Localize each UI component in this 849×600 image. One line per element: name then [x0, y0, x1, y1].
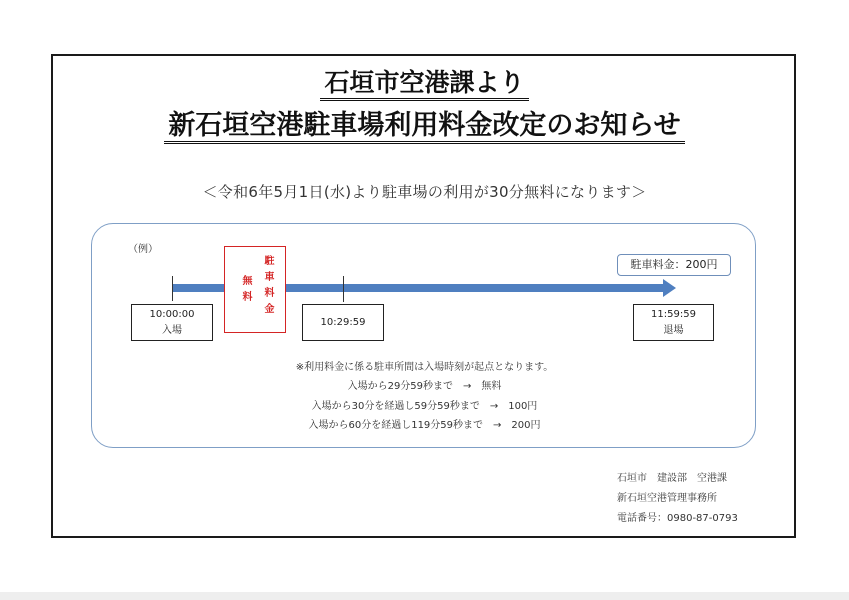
- mid-time: 10:29:59: [320, 317, 366, 328]
- page-bottom-strip: [0, 592, 849, 600]
- note-line: ※利用料金に係る駐車所間は入場時刻が起点となります。: [295, 362, 554, 373]
- entry-label: 入場: [162, 325, 182, 336]
- example-label: （例）: [128, 244, 158, 255]
- mid-time-box: [302, 304, 384, 341]
- exit-label: 退場: [663, 325, 684, 336]
- title-line1-text: 石垣市空港課より: [320, 69, 528, 101]
- note-line: 入場から29分59秒まで → 無料: [347, 381, 502, 392]
- exit-time: 11:59:59: [651, 309, 696, 320]
- footer-phone: 電話番号：0980-87-0793: [617, 513, 738, 524]
- exit-time-box: [633, 304, 714, 341]
- title-line2-text: 新石垣空港駐車場利用料金改定のお知らせ: [164, 110, 684, 144]
- entry-time-box: [131, 304, 213, 341]
- free-period-box: [224, 246, 286, 333]
- entry-time: 10:00:00: [149, 309, 195, 320]
- title-line2: [0, 110, 849, 144]
- title-line1: [0, 68, 849, 101]
- subtitle: ＜令和6年5月1日(水)より駐車場の利用が30分無料になります＞: [202, 183, 647, 201]
- note-line: 入場から60分を経過し119分59秒まで → 200円: [308, 420, 541, 431]
- timeline-tick-mid: [343, 276, 344, 302]
- free-box-col1: 駐車料金: [262, 255, 273, 319]
- free-box-col2: 無料: [240, 275, 251, 307]
- footer-contact: [617, 469, 738, 529]
- footer-dept: 石垣市 建設部 空港課: [617, 473, 727, 484]
- timeline-tick-entry: [172, 276, 173, 301]
- timeline-arrow-head: [663, 279, 676, 297]
- footer-office: 新石垣空港管理事務所: [617, 493, 717, 504]
- fee-tag: 駐車料金：200円: [617, 254, 731, 276]
- note-line: 入場から30分を経過し59分59秒まで → 100円: [311, 401, 538, 412]
